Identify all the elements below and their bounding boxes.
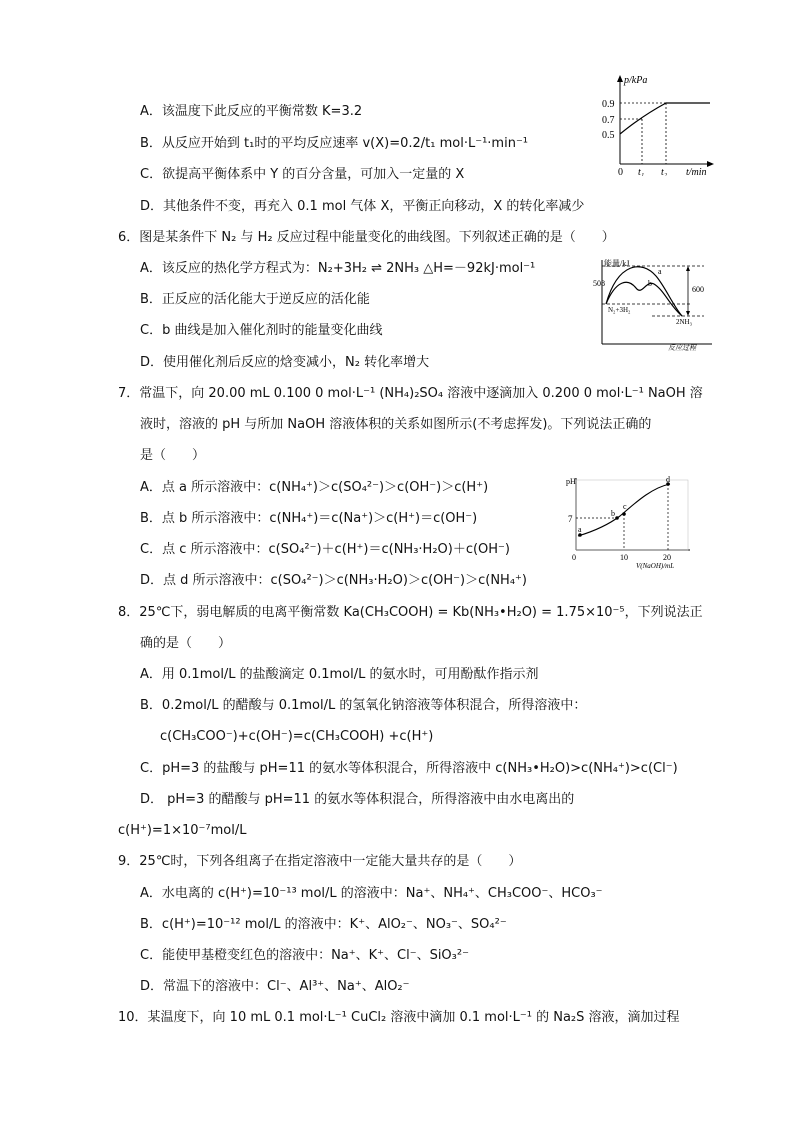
reactants-label: N₂+3H₂ [608, 306, 631, 314]
q8-stem-line2: 确的是（ ） [140, 636, 232, 651]
titration-curve-figure [562, 474, 698, 570]
xtick-20: 20 [663, 553, 671, 562]
q6-option-d: D．使用催化剂后反应的焓变减小，N₂ 转化率增大 [140, 355, 430, 370]
xtick-t1: t₁ [638, 167, 645, 176]
q8-option-d: D． pH=3 的醋酸与 pH=11 的氨水等体积混合，所得溶液中由水电离出的 [140, 792, 575, 807]
q6-option-a: A．该反应的热化学方程式为：N₂+3H₂ ⇌ 2NH₃ △H=－92kJ·mol⁻¹ [140, 261, 536, 276]
time-axis-label: t/min [686, 167, 707, 176]
q9-option-b: B．c(H⁺)=10⁻¹² mol/L 的溶液中：K⁺、AlO₂⁻、NO₃⁻、SO₄²⁻ [140, 917, 507, 932]
q8-option-b-equation: c(CH₃COO⁻)+c(OH⁻)=c(CH₃COOH) +c(H⁺) [160, 729, 434, 744]
pressure-curve [620, 103, 710, 134]
q8-option-d-continued: c(H⁺)=1×10⁻⁷mol/L [118, 823, 247, 838]
q7-option-b: B．点 b 所示溶液中：c(NH₄⁺)＝c(Na⁺)＞c(H⁺)＝c(OH⁻) [140, 511, 478, 526]
point-b [615, 516, 619, 520]
point-a-label: a [578, 525, 582, 534]
pressure-axis-label: p/kPa [624, 75, 648, 86]
q6-stem: 6．图是某条件下 N₂ 与 H₂ 反应过程中能量变化的曲线图。下列叙述正确的是（ ） [118, 230, 615, 245]
point-c [622, 512, 626, 516]
energy-diagram-figure [592, 256, 716, 352]
curve-a-label: a [658, 267, 662, 276]
q7-stem-line3: 是（ ） [140, 448, 206, 463]
right-energy-value: 600 [692, 285, 704, 294]
xtick-0: 0 [618, 167, 623, 176]
q9-stem: 9．25℃时，下列各组离子在指定溶液中一定能大量共存的是（ ） [118, 854, 522, 869]
ph-7-tick: 7 [568, 514, 573, 524]
q5-option-a: A．该温度下此反应的平衡常数 K=3.2 [140, 104, 363, 119]
point-c-label: c [623, 502, 627, 511]
xtick-0: 0 [572, 553, 576, 562]
xtick-10: 10 [620, 553, 628, 562]
q8-option-a: A．用 0.1mol/L 的盐酸滴定 0.1mol/L 的氨水时，可用酚酞作指示剂 [140, 667, 539, 682]
reaction-progress-label: 反应过程 [668, 344, 696, 352]
q7-stem-line2: 液时，溶液的 pH 与所加 NaOH 溶液体积的关系如图所示(不考虑挥发)。下列说法正确的 [140, 417, 652, 432]
ytick-0-7: 0.7 [602, 115, 615, 126]
q9-option-a: A．水电离的 c(H⁺)=10⁻¹³ mol/L 的溶液中：Na⁺、NH₄⁺、CH₃COO⁻、HCO₃⁻ [140, 886, 603, 901]
point-b-label: b [611, 509, 615, 518]
q10-stem: 10．某温度下，向 10 mL 0.1 mol·L⁻¹ CuCl₂ 溶液中滴加 0.1 mol·L⁻¹ 的 Na₂S 溶液，滴加过程 [118, 1010, 680, 1025]
q9-option-d: D．常温下的溶液中：Cl⁻、Al³⁺、Na⁺、AlO₂⁻ [140, 979, 410, 994]
xtick-t2: t₂ [661, 167, 668, 176]
q7-stem-line1: 7．常温下，向 20.00 mL 0.100 0 mol·L⁻¹ (NH₄)₂SO₄ 溶液中逐滴加入 0.200 0 mol·L⁻¹ NaOH 溶 [118, 386, 703, 401]
q7-option-a: A．点 a 所示溶液中：c(NH₄⁺)＞c(SO₄²⁻)＞c(OH⁻)＞c(H⁺) [140, 480, 489, 495]
point-d-label: d [666, 475, 670, 484]
q6-option-c: C．b 曲线是加入催化剂时的能量变化曲线 [140, 323, 383, 338]
ph-axis-label: pH [566, 477, 576, 486]
q7-option-d: D．点 d 所示溶液中：c(SO₄²⁻)＞c(NH₃·H₂O)＞c(OH⁻)＞c(NH₄⁺) [140, 573, 527, 588]
curve-b-label: b [648, 279, 652, 288]
q6-option-b: B．正反应的活化能大于逆反应的活化能 [140, 292, 370, 307]
energy-axis-label: 能量/kJ [604, 259, 630, 268]
q7-option-c: C．点 c 所示溶液中：c(SO₄²⁻)＋c(H⁺)＝c(NH₃·H₂O)＋c(OH⁻) [140, 542, 510, 557]
product-label: 2NH₃ [676, 318, 693, 326]
ytick-0-9: 0.9 [602, 99, 615, 110]
left-energy-value: 508 [593, 279, 605, 288]
q5-option-b: B．从反应开始到 t₁时的平均反应速率 v(X)=0.2/t₁ mol·L⁻¹·min⁻¹ [140, 136, 529, 151]
q5-option-c: C．欲提高平衡体系中 Y 的百分含量，可加入一定量的 X [140, 167, 465, 182]
q8-option-b: B．0.2mol/L 的醋酸与 0.1mol/L 的氢氧化钠溶液等体积混合，所得溶液中： [140, 698, 587, 713]
q8-option-c: C．pH=3 的盐酸与 pH=11 的氨水等体积混合，所得溶液中 c(NH₃•H₂O)>c(NH₄⁺)>c(Cl⁻) [140, 761, 678, 776]
volume-axis-label: V(NaOH)/mL [636, 562, 675, 570]
ytick-0-5: 0.5 [602, 130, 615, 141]
q5-option-d: D．其他条件不变，再充入 0.1 mol 气体 X，平衡正向移动，X 的转化率减少 [140, 199, 585, 214]
pressure-time-figure [598, 72, 726, 176]
q8-stem-line1: 8．25℃下，弱电解质的电离平衡常数 Ka(CH₃COOH) = Kb(NH₃•H₂O) = 1.75×10⁻⁵，下列说法正 [118, 605, 703, 620]
q9-option-c: C．能使甲基橙变红色的溶液中：Na⁺、K⁺、Cl⁻、SiO₃²⁻ [140, 948, 469, 963]
